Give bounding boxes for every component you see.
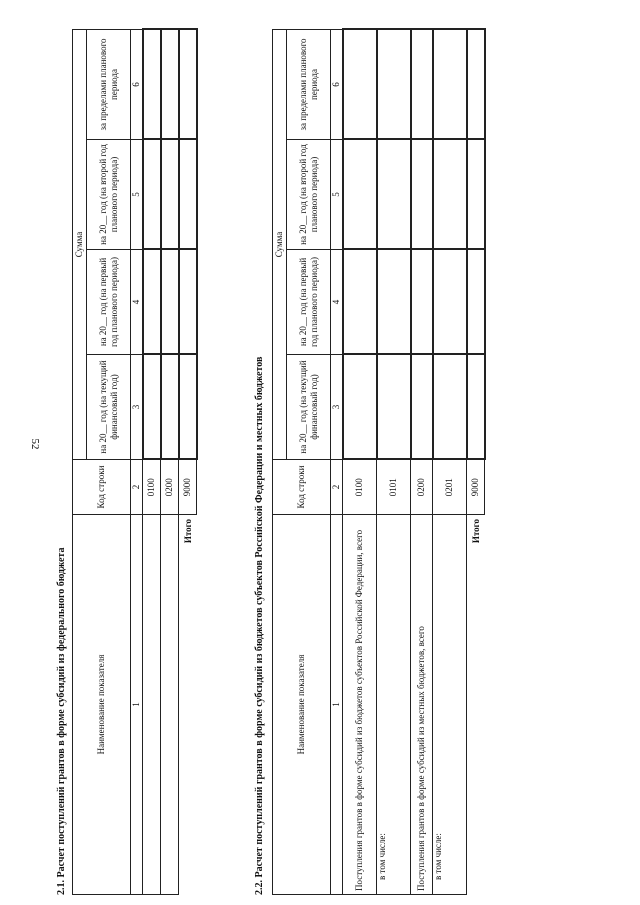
- row-name: [143, 515, 161, 895]
- table-row: [161, 29, 179, 894]
- value-cell[interactable]: [343, 250, 377, 355]
- colnum-2: 2: [131, 460, 143, 515]
- value-cell[interactable]: [467, 29, 485, 139]
- value-cell[interactable]: [433, 250, 467, 355]
- header-col3: на 20__ год (на текущий финансовый год): [87, 355, 131, 460]
- header-sum: Сумма: [73, 29, 87, 459]
- section-2-1-table: [72, 28, 198, 895]
- row-name: в том числе:: [433, 515, 467, 895]
- colnum-3: 3: [331, 355, 343, 460]
- value-cell[interactable]: [343, 355, 377, 460]
- colnum-4: 4: [331, 250, 343, 355]
- value-cell[interactable]: [161, 355, 179, 460]
- row-name: [161, 515, 179, 895]
- colnum-1: 1: [331, 515, 343, 895]
- value-cell[interactable]: [467, 355, 485, 460]
- row-code: 0100: [343, 460, 377, 515]
- value-cell[interactable]: [343, 140, 377, 250]
- total-code: 9000: [179, 460, 197, 515]
- row-code: 0100: [143, 460, 161, 515]
- row-name: Поступления грантов в форме субсидий из бюджетов субъектов Российской Федерации, всего: [343, 515, 377, 895]
- section-2-1-title: 2.1. Расчет поступлений грантов в форме субсидий из федерального бюджета: [56, 547, 67, 895]
- header-name: Наименование показателя: [273, 515, 331, 895]
- header-col3: на 20__ год (на текущий финансовый год): [287, 355, 331, 460]
- header-col6: за пределами планового периода: [287, 29, 331, 139]
- value-cell[interactable]: [343, 29, 377, 139]
- colnum-2: 2: [331, 460, 343, 515]
- total-label: Итого: [182, 519, 193, 544]
- page-number: 52: [29, 438, 41, 450]
- table-row: [377, 29, 411, 894]
- colnum-6: 6: [131, 29, 143, 139]
- value-cell[interactable]: [143, 140, 161, 250]
- value-cell[interactable]: [143, 355, 161, 460]
- value-cell[interactable]: [433, 355, 467, 460]
- value-cell[interactable]: [467, 140, 485, 250]
- total-label: Итого: [470, 519, 481, 544]
- value-cell[interactable]: [143, 250, 161, 355]
- value-cell[interactable]: [411, 29, 433, 139]
- colnum-5: 5: [131, 140, 143, 250]
- table-row: [143, 29, 161, 894]
- header-col4: на 20__ год (на первый год планового периода): [87, 250, 131, 355]
- value-cell[interactable]: [377, 250, 411, 355]
- section-2-2-title: 2.2. Расчет поступлений грантов в форме субсидий из бюджетов субъектов Российской Федерации и местных бюджетов: [254, 356, 265, 895]
- header-name: Наименование показателя: [73, 515, 131, 895]
- header-code: Код строки: [73, 460, 131, 515]
- colnum-1: 1: [131, 515, 143, 895]
- header-col6: за пределами планового периода: [87, 29, 131, 139]
- row-code: 0201: [433, 460, 467, 515]
- table-row: [411, 29, 433, 894]
- total-code: 9000: [467, 460, 485, 515]
- value-cell[interactable]: [179, 355, 197, 460]
- header-col5: на 20__ год (на второй год планового периода): [287, 140, 331, 250]
- value-cell[interactable]: [377, 29, 411, 139]
- value-cell[interactable]: [161, 140, 179, 250]
- row-code: 0200: [411, 460, 433, 515]
- row-code: 0200: [161, 460, 179, 515]
- value-cell[interactable]: [179, 140, 197, 250]
- value-cell[interactable]: [467, 250, 485, 355]
- value-cell[interactable]: [161, 29, 179, 139]
- value-cell[interactable]: [179, 250, 197, 355]
- value-cell[interactable]: [179, 29, 197, 139]
- value-cell[interactable]: [411, 355, 433, 460]
- row-name: в том числе:: [377, 515, 411, 895]
- colnum-4: 4: [131, 250, 143, 355]
- colnum-6: 6: [331, 29, 343, 139]
- colnum-3: 3: [131, 355, 143, 460]
- value-cell[interactable]: [411, 250, 433, 355]
- header-col5: на 20__ год (на второй год планового периода): [87, 140, 131, 250]
- total-row: [179, 29, 197, 894]
- value-cell[interactable]: [143, 29, 161, 139]
- value-cell[interactable]: [377, 355, 411, 460]
- header-sum: Сумма: [273, 29, 287, 459]
- header-code: Код строки: [273, 460, 331, 515]
- value-cell[interactable]: [161, 250, 179, 355]
- header-col4: на 20__ год (на первый год планового периода): [287, 250, 331, 355]
- table-row: [433, 29, 467, 894]
- value-cell[interactable]: [433, 140, 467, 250]
- value-cell[interactable]: [411, 140, 433, 250]
- total-row: [467, 29, 485, 894]
- row-code: 0101: [377, 460, 411, 515]
- colnum-5: 5: [331, 140, 343, 250]
- row-name: Поступления грантов в форме субсидий из местных бюджетов, всего: [411, 515, 433, 895]
- value-cell[interactable]: [433, 29, 467, 139]
- table-row: [343, 29, 377, 894]
- value-cell[interactable]: [377, 140, 411, 250]
- section-2-2-table: [272, 28, 486, 895]
